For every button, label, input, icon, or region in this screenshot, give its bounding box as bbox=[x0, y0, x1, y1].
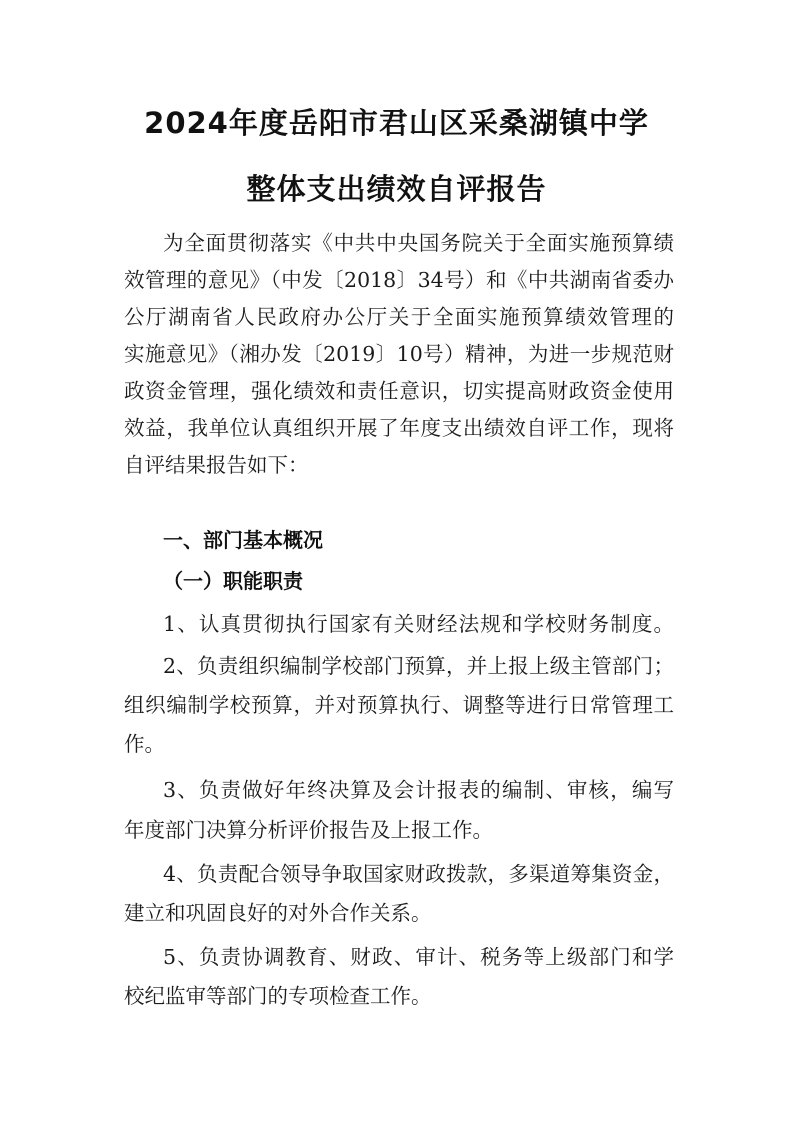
document-title-line-1: 2024年度岳阳市君山区采桑湖镇中学 bbox=[144, 106, 649, 140]
item-2-line-1: 2、负责组织编制学校部门预算，并上报上级主管部门； bbox=[163, 654, 674, 678]
item-5-line-1: 5、负责协调教育、财政、审计、税务等上级部门和学 bbox=[163, 945, 674, 969]
intro-paragraph-line-3: 公厅湖南省人民政府办公厅关于全面实施预算绩效管理的 bbox=[124, 305, 674, 329]
item-1-line-1: 1、认真贯彻执行国家有关财经法规和学校财务制度。 bbox=[163, 612, 674, 636]
item-3-line-2: 年度部门决算分析评价报告及上报工作。 bbox=[124, 818, 493, 842]
subsection-heading-functions: （一）职能职责 bbox=[163, 569, 303, 593]
intro-paragraph-line-5: 政资金管理，强化绩效和责任意识，切实提高财政资金使用 bbox=[124, 379, 674, 403]
item-4-line-2: 建立和巩固良好的对外合作关系。 bbox=[124, 901, 432, 925]
item-3-line-1: 3、负责做好年终决算及会计报表的编制、审核，编写 bbox=[163, 778, 674, 802]
intro-paragraph-line-7: 自评结果报告如下： bbox=[124, 453, 309, 477]
item-4-line-1: 4、负责配合领导争取国家财政拨款，多渠道筹集资金， bbox=[163, 862, 674, 886]
section-heading-basic-overview: 一、部门基本概况 bbox=[163, 528, 323, 552]
intro-paragraph-line-2: 效管理的意见》（中发〔2018〕34号）和《中共湖南省委办 bbox=[124, 268, 674, 292]
intro-paragraph-line-1: 为全面贯彻落实《中共中央国务院关于全面实施预算绩 bbox=[163, 231, 674, 255]
item-5-line-2: 校纪监审等部门的专项检查工作。 bbox=[124, 984, 432, 1008]
item-2-line-2: 组织编制学校预算，并对预算执行、调整等进行日常管理工 bbox=[124, 693, 674, 717]
intro-paragraph-line-6: 效益，我单位认真组织开展了年度支出绩效自评工作，现将 bbox=[124, 416, 674, 440]
intro-paragraph-line-4: 实施意见》（湘办发〔2019〕10号）精神，为进一步规范财 bbox=[124, 342, 674, 366]
document-title-line-2: 整体支出绩效自评报告 bbox=[246, 172, 547, 206]
item-2-line-3: 作。 bbox=[124, 732, 165, 756]
